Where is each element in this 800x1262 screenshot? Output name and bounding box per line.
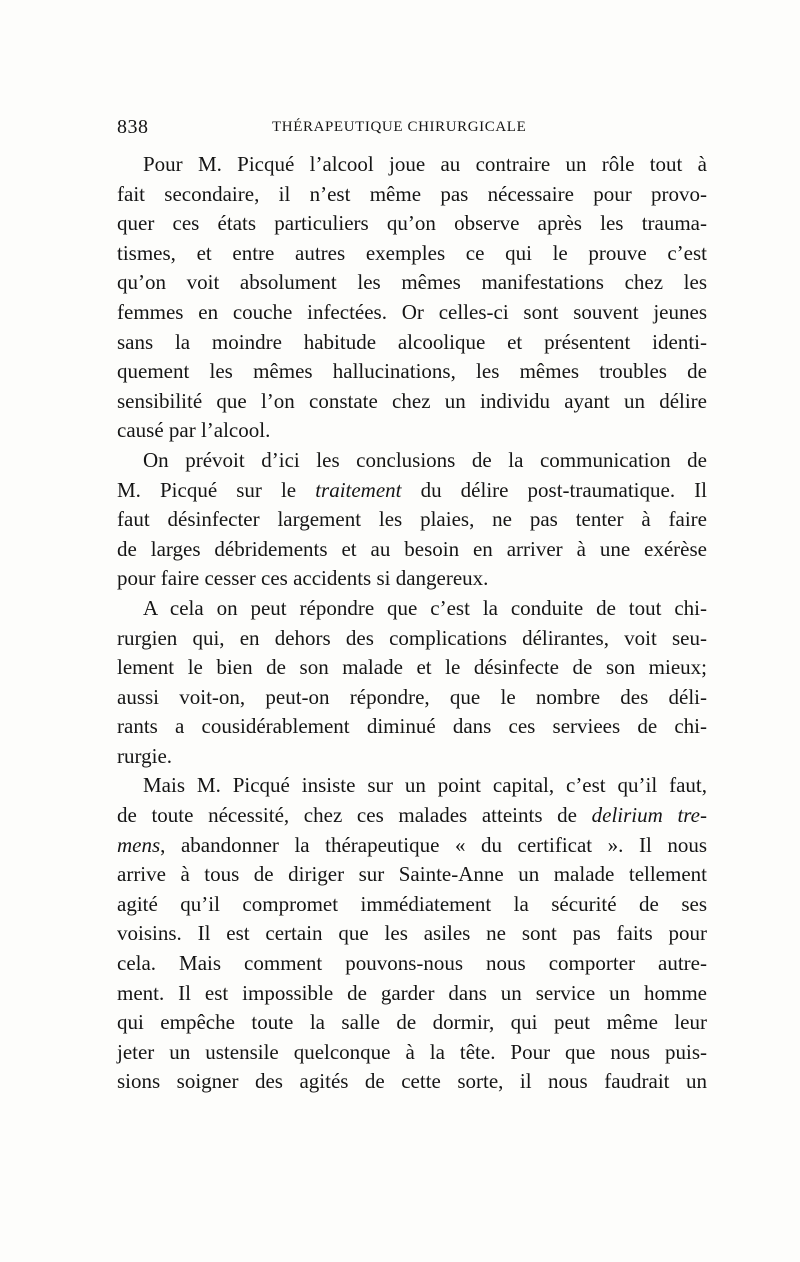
text-line: voisins. Il est certain que les asiles ne sont pas faits pour	[117, 921, 707, 946]
text-line: rurgien qui, en dehors des complications délirantes, voit seu-	[117, 625, 707, 650]
italic-term: traitement	[315, 477, 402, 502]
text-line: quer ces états particuliers qu’on observe après les trauma-	[117, 211, 707, 236]
text-line	[117, 831, 707, 861]
text-segment: du délire post-traumatique. Il	[401, 477, 707, 502]
text-line: sensibilité que l’on constate chez un individu ayant un délire	[117, 388, 707, 413]
text-line: faut désinfecter largement les plaies, ne pas tenter à faire	[117, 507, 707, 532]
body-text	[117, 150, 707, 1097]
text-line: A cela on peut répondre que c’est la conduite de tout chi-	[143, 595, 707, 620]
page-header	[117, 116, 707, 146]
text-line: tismes, et entre autres exemples ce qui le prouve c’est	[117, 240, 707, 265]
text-line: qu’on voit absolument les mêmes manifestations chez les	[117, 270, 707, 295]
text-segment: de toute nécessité, chez ces malades atteints de	[117, 803, 592, 828]
text-line	[117, 801, 707, 831]
text-segment: M. Picqué sur le	[117, 477, 316, 502]
italic-term: delirium tre-	[591, 803, 707, 828]
text-line: rants a cousidérablement diminué dans ces serviees de chi-	[117, 714, 707, 739]
text-line: rurgie.	[117, 743, 173, 768]
running-title: THÉRAPEUTIQUE CHIRURGICALE	[272, 119, 527, 135]
text-segment: , abandonner la thérapeutique « du certificat ». Il nous	[160, 832, 707, 857]
text-line: fait secondaire, il n’est même pas nécessaire pour provo-	[117, 181, 707, 206]
text-line: quement les mêmes hallucinations, les mêmes troubles de	[117, 359, 707, 384]
text-line: aussi voit-on, peut-on répondre, que le nombre des déli-	[117, 684, 707, 709]
text-line: femmes en couche infectées. Or celles-ci sont souvent jeunes	[117, 299, 707, 324]
text-line: pour faire cesser ces accidents si dangereux.	[117, 566, 489, 591]
text-line: Mais M. Picqué insiste sur un point capital, c’est qu’il faut,	[143, 773, 707, 798]
text-line	[117, 476, 707, 506]
text-line: sans la moindre habitude alcoolique et présentent identi-	[117, 329, 707, 354]
text-line: arrive à tous de diriger sur Sainte-Anne un malade tellement	[117, 862, 707, 887]
text-line: sions soigner des agités de cette sorte, il nous faudrait un	[117, 1069, 707, 1094]
text-line: Pour M. Picqué l’alcool joue au contraire un rôle tout à	[143, 152, 707, 176]
text-line: causé par l’alcool.	[117, 418, 271, 443]
text-line: ment. Il est impossible de garder dans un service un homme	[117, 980, 707, 1005]
text-line: lement le bien de son malade et le désinfecte de son mieux;	[117, 655, 707, 680]
italic-term: mens	[117, 832, 161, 857]
text-line: jeter un ustensile quelconque à la tête. Pour que nous puis-	[117, 1039, 707, 1064]
text-line: qui empêche toute la salle de dormir, qui peut même leur	[117, 1010, 707, 1035]
text-line: de larges débridements et au besoin en arriver à une exérèse	[117, 536, 707, 561]
text-line: On prévoit d’ici les conclusions de la communication de	[143, 447, 707, 472]
text-line: cela. Mais comment pouvons-nous nous comporter autre-	[117, 951, 707, 976]
text-line: agité qu’il compromet immédiatement la sécurité de ses	[117, 891, 707, 916]
page-number: 838	[117, 116, 149, 138]
